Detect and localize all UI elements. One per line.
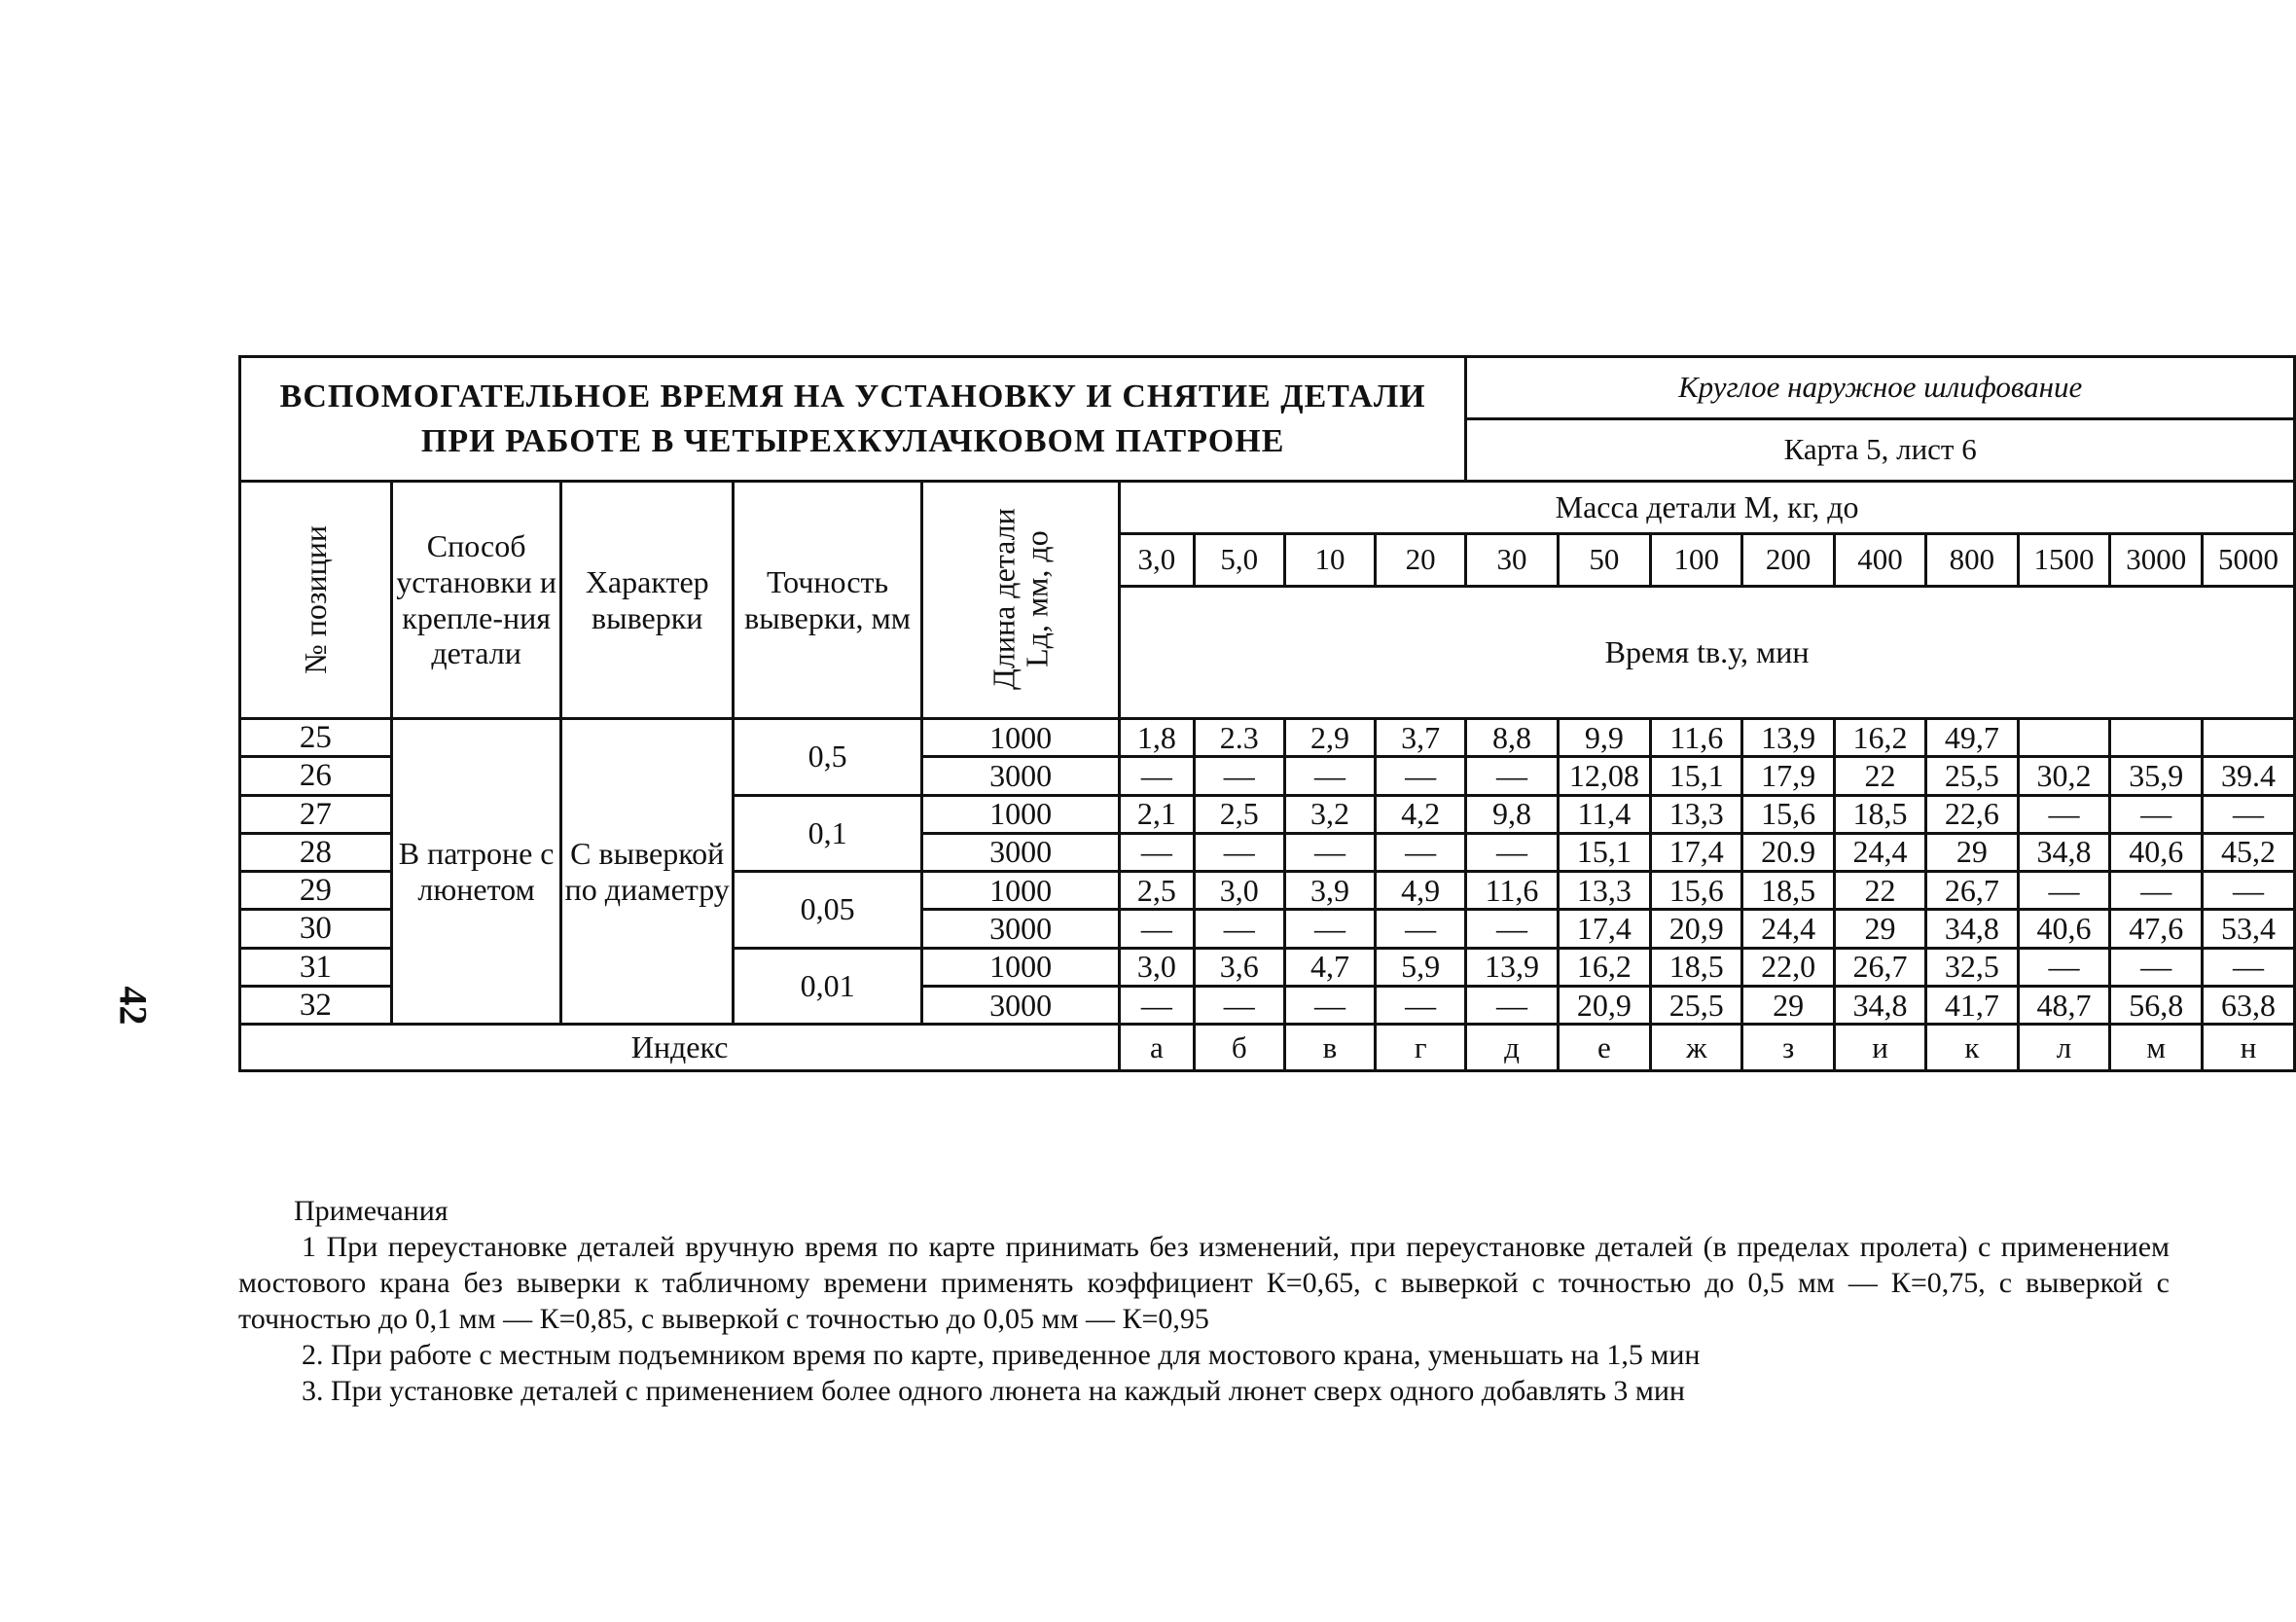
time-value-cell: 2,5 <box>1120 872 1194 910</box>
time-value-cell: — <box>1466 987 1558 1025</box>
time-value-cell: 3,6 <box>1194 948 1284 986</box>
time-value-cell: 11,6 <box>1466 872 1558 910</box>
time-value-cell: 48,7 <box>2018 987 2110 1025</box>
time-value-cell: 25,5 <box>1926 757 2018 795</box>
time-value-cell: 17,4 <box>1651 833 1742 871</box>
length-cell: 1000 <box>922 872 1120 910</box>
time-value-cell: — <box>1466 757 1558 795</box>
time-value-cell: 26,7 <box>1834 948 1925 986</box>
time-value-cell: 3,2 <box>1284 795 1375 833</box>
time-value-cell: — <box>2018 948 2110 986</box>
index-cell: м <box>2110 1025 2203 1071</box>
time-value-cell: 2,5 <box>1194 795 1284 833</box>
table-title-line2: ПРИ РАБОТЕ В ЧЕТЫРЕХКУЛАЧКОВОМ ПАТРОНЕ <box>420 422 1285 459</box>
note-3: 3. При установке деталей с применением более одного люнета на каждый люнет сверх одного добавлять 3 мин <box>302 1375 1685 1407</box>
time-value-cell: 15,1 <box>1558 833 1650 871</box>
col-method-header: Способ установки и крепле-ния детали <box>391 482 561 719</box>
time-value-cell: 13,3 <box>1558 872 1650 910</box>
time-value-cell: 4,7 <box>1284 948 1375 986</box>
time-value-cell: 13,3 <box>1651 795 1742 833</box>
mass-col-header: 200 <box>1742 534 1834 587</box>
time-value-cell: 3,9 <box>1284 872 1375 910</box>
time-value-cell: — <box>1194 757 1284 795</box>
time-value-cell: 53,4 <box>2203 910 2295 948</box>
length-cell: 1000 <box>922 795 1120 833</box>
time-value-cell <box>2203 719 2295 757</box>
time-value-cell <box>2018 719 2110 757</box>
index-cell: л <box>2018 1025 2110 1071</box>
time-value-cell: 12,08 <box>1558 757 1650 795</box>
note-1: 1 При переустановке деталей вручную время по карте принимать без изменений, при переустановке деталей (в пределах пролета) с применением мостового крана без выверки к табличному времени применять коэффициент К=0,65, с выверкой с точностью до 0,5 мм — К=0,75, с выверкой с точностью до 0,1 мм — К=0,85, с выверкой с точностью до 0,05 мм — К=0,95 <box>238 1231 2170 1335</box>
time-value-cell: 16,2 <box>1558 948 1650 986</box>
time-value-cell: — <box>2018 872 2110 910</box>
time-value-cell: 2,9 <box>1284 719 1375 757</box>
col-position-label: № позиции <box>298 525 333 674</box>
position-cell: 25 <box>240 719 392 757</box>
notes <box>238 1193 2170 1409</box>
time-value-cell: 47,6 <box>2110 910 2203 948</box>
time-value-cell: 2,1 <box>1120 795 1194 833</box>
time-value-cell: 40,6 <box>2018 910 2110 948</box>
time-value-cell: 39.4 <box>2203 757 2295 795</box>
time-value-cell: — <box>2018 795 2110 833</box>
col-alignment-header: Характер выверки <box>561 482 734 719</box>
time-value-cell: 24,4 <box>1834 833 1925 871</box>
time-value-cell: — <box>1376 910 1466 948</box>
mass-col-header: 30 <box>1466 534 1558 587</box>
time-value-cell: 41,7 <box>1926 987 2018 1025</box>
time-value-cell: 5,9 <box>1376 948 1466 986</box>
time-value-cell: 22,6 <box>1926 795 2018 833</box>
method-cell: В патроне с люнетом <box>391 719 561 1025</box>
time-value-cell: 11,6 <box>1651 719 1742 757</box>
time-value-cell: 24,4 <box>1742 910 1834 948</box>
col-position-header <box>240 482 392 719</box>
card-number: Карта 5, лист 6 <box>1466 419 2295 482</box>
index-cell: б <box>1194 1025 1284 1071</box>
mass-col-header: 400 <box>1834 534 1925 587</box>
time-value-cell: 3,7 <box>1376 719 1466 757</box>
alignment-cell: С выверкой по диаметру <box>561 719 734 1025</box>
time-value-cell: 22 <box>1834 757 1925 795</box>
time-value-cell: 18,5 <box>1834 795 1925 833</box>
page-number: 42 <box>111 986 156 1026</box>
time-value-cell: 1,8 <box>1120 719 1194 757</box>
index-cell: н <box>2203 1025 2295 1071</box>
index-cell: д <box>1466 1025 1558 1071</box>
time-value-cell: 4,9 <box>1376 872 1466 910</box>
time-value-cell: — <box>2110 872 2203 910</box>
length-cell: 1000 <box>922 719 1120 757</box>
time-value-cell: 4,2 <box>1376 795 1466 833</box>
mass-col-header: 100 <box>1651 534 1742 587</box>
mass-col-header: 5000 <box>2203 534 2295 587</box>
position-cell: 31 <box>240 948 392 986</box>
time-value-cell: 49,7 <box>1926 719 2018 757</box>
time-value-cell: 9,8 <box>1466 795 1558 833</box>
time-value-cell: — <box>1284 757 1375 795</box>
index-cell: к <box>1926 1025 2018 1071</box>
time-value-cell: 34,8 <box>2018 833 2110 871</box>
time-value-cell: 30,2 <box>2018 757 2110 795</box>
time-value-cell: — <box>2110 948 2203 986</box>
time-value-cell: 22,0 <box>1742 948 1834 986</box>
time-value-cell: 29 <box>1926 833 2018 871</box>
time-value-cell: 13,9 <box>1466 948 1558 986</box>
accuracy-cell: 0,05 <box>734 872 922 949</box>
time-value-cell: 63,8 <box>2203 987 2295 1025</box>
length-cell: 3000 <box>922 833 1120 871</box>
time-value-cell: 15,6 <box>1651 872 1742 910</box>
time-value-cell: 8,8 <box>1466 719 1558 757</box>
table-title <box>240 357 1466 482</box>
index-row <box>240 1025 2295 1071</box>
time-value-cell: 29 <box>1834 910 1925 948</box>
time-value-cell: — <box>1120 910 1194 948</box>
accuracy-cell: 0,5 <box>734 719 922 796</box>
time-value-cell: — <box>1376 987 1466 1025</box>
index-cell: а <box>1120 1025 1194 1071</box>
accuracy-cell: 0,1 <box>734 795 922 872</box>
time-value-cell: 45,2 <box>2203 833 2295 871</box>
position-cell: 28 <box>240 833 392 871</box>
time-value-cell: 26,7 <box>1926 872 2018 910</box>
time-value-cell: 3,0 <box>1194 872 1284 910</box>
time-value-cell: — <box>1466 910 1558 948</box>
position-cell: 27 <box>240 795 392 833</box>
table-row <box>240 719 2295 757</box>
time-value-cell: 32,5 <box>1926 948 2018 986</box>
length-cell: 3000 <box>922 987 1120 1025</box>
col-accuracy-header: Точность выверки, мм <box>734 482 922 719</box>
time-value-cell: — <box>1376 757 1466 795</box>
index-label: Индекс <box>240 1025 1120 1071</box>
time-value-cell: 13,9 <box>1742 719 1834 757</box>
note-2: 2. При работе с местным подъемником время по карте, приведенное для мостового крана, уменьшать на 1,5 мин <box>302 1339 1701 1371</box>
time-value-cell: — <box>2203 948 2295 986</box>
time-value-cell: — <box>2110 795 2203 833</box>
time-value-cell: — <box>2203 872 2295 910</box>
time-value-cell: 20,9 <box>1558 987 1650 1025</box>
mass-header: Масса детали М, кг, до <box>1120 482 2295 534</box>
length-cell: 3000 <box>922 910 1120 948</box>
time-header: Время tв.у, мин <box>1120 587 2295 719</box>
time-value-cell: 20,9 <box>1651 910 1742 948</box>
time-value-cell: — <box>1284 910 1375 948</box>
time-value-cell: 18,5 <box>1742 872 1834 910</box>
time-value-cell: 15,6 <box>1742 795 1834 833</box>
notes-title: Примечания <box>294 1195 448 1227</box>
index-cell: ж <box>1651 1025 1742 1071</box>
time-value-cell: — <box>1194 910 1284 948</box>
time-value-cell: 2.3 <box>1194 719 1284 757</box>
mass-col-header: 10 <box>1284 534 1375 587</box>
norm-table <box>238 355 2296 1072</box>
time-value-cell: — <box>1120 833 1194 871</box>
length-cell: 3000 <box>922 757 1120 795</box>
mass-col-header: 1500 <box>2018 534 2110 587</box>
time-value-cell: — <box>1120 757 1194 795</box>
time-value-cell: 22 <box>1834 872 1925 910</box>
time-value-cell: 34,8 <box>1926 910 2018 948</box>
time-value-cell: 11,4 <box>1558 795 1650 833</box>
time-value-cell: 9,9 <box>1558 719 1650 757</box>
mass-col-header: 5,0 <box>1194 534 1284 587</box>
index-cell: г <box>1376 1025 1466 1071</box>
position-cell: 26 <box>240 757 392 795</box>
index-cell: з <box>1742 1025 1834 1071</box>
index-cell: е <box>1558 1025 1650 1071</box>
position-cell: 32 <box>240 987 392 1025</box>
time-value-cell: 35,9 <box>2110 757 2203 795</box>
time-value-cell: — <box>1194 833 1284 871</box>
time-value-cell: 29 <box>1742 987 1834 1025</box>
mass-col-header: 3000 <box>2110 534 2203 587</box>
time-value-cell: — <box>1284 833 1375 871</box>
time-value-cell: 40,6 <box>2110 833 2203 871</box>
time-value-cell: 17,4 <box>1558 910 1650 948</box>
time-value-cell: — <box>1284 987 1375 1025</box>
time-value-cell: — <box>1466 833 1558 871</box>
time-value-cell: — <box>2203 795 2295 833</box>
time-value-cell: 20.9 <box>1742 833 1834 871</box>
accuracy-cell: 0,01 <box>734 948 922 1025</box>
length-cell: 1000 <box>922 948 1120 986</box>
table-title-line1: ВСПОМОГАТЕЛЬНОЕ ВРЕМЯ НА УСТАНОВКУ И СНЯТИЕ ДЕТАЛИ <box>279 378 1426 415</box>
time-value-cell <box>2110 719 2203 757</box>
mass-col-header: 50 <box>1558 534 1650 587</box>
time-value-cell: 3,0 <box>1120 948 1194 986</box>
time-value-cell: 34,8 <box>1834 987 1925 1025</box>
col-length-label: Длина детали Lд, мм, до <box>986 508 1055 691</box>
time-value-cell: — <box>1376 833 1466 871</box>
time-value-cell: 17,9 <box>1742 757 1834 795</box>
mass-col-header: 3,0 <box>1120 534 1194 587</box>
process-subtitle: Круглое наружное шлифование <box>1466 357 2295 419</box>
position-cell: 29 <box>240 872 392 910</box>
mass-col-header: 800 <box>1926 534 2018 587</box>
time-value-cell: — <box>1194 987 1284 1025</box>
time-value-cell: 56,8 <box>2110 987 2203 1025</box>
time-value-cell: 15,1 <box>1651 757 1742 795</box>
mass-col-header: 20 <box>1376 534 1466 587</box>
time-value-cell: 25,5 <box>1651 987 1742 1025</box>
index-cell: в <box>1284 1025 1375 1071</box>
index-cell: и <box>1834 1025 1925 1071</box>
time-value-cell: — <box>1120 987 1194 1025</box>
position-cell: 30 <box>240 910 392 948</box>
time-value-cell: 16,2 <box>1834 719 1925 757</box>
time-value-cell: 18,5 <box>1651 948 1742 986</box>
col-length-header <box>922 482 1120 719</box>
